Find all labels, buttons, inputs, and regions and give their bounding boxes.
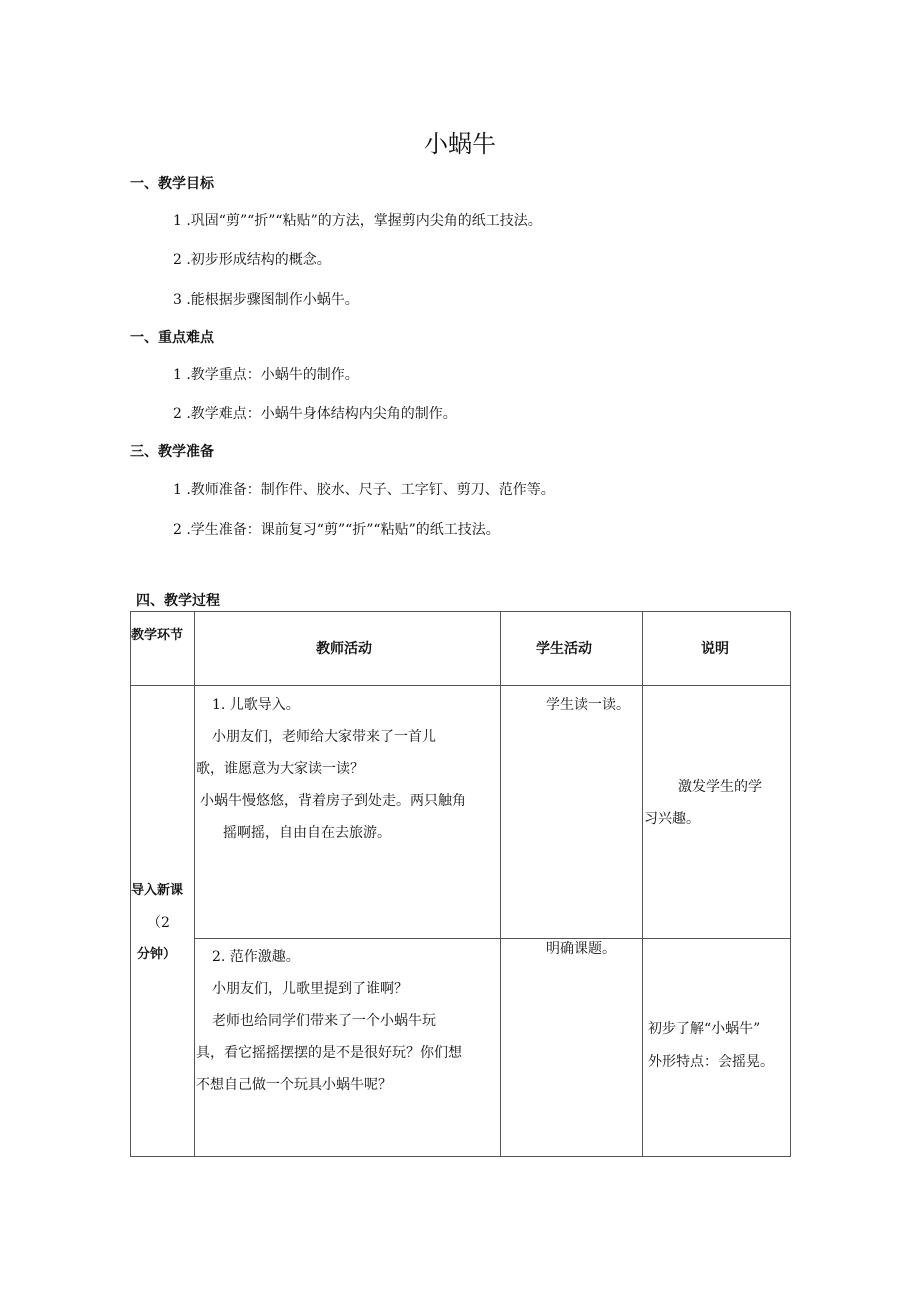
teacher-activity-line: 歌，谁愿意为大家读一读？: [196, 761, 364, 777]
note-line: 习兴趣。: [644, 811, 700, 827]
teacher-activity-line: 小蜗牛慢悠悠，背着房子到处走。两只触角: [200, 793, 466, 809]
document-title: 小蜗牛: [424, 130, 496, 158]
list-item: 2 .教学难点：小蜗牛身体结构内尖角的制作。: [173, 406, 457, 422]
teacher-activity-line: 2. 范作激趣。: [212, 949, 300, 965]
section-heading: 四、教学过程: [136, 593, 220, 609]
note-line: 外形特点：会摇晃。: [648, 1054, 774, 1070]
stage-label: 分钟）: [137, 947, 177, 962]
column-header: 教学环节: [131, 628, 184, 643]
list-item: 1 .教师准备：制作件、胶水、尺子、工字钉、剪刀、范作等。: [173, 482, 555, 498]
column-header: 说明: [701, 641, 729, 657]
list-item: 2 .学生准备：课前复习“剪”“折”“粘贴”的纸工技法。: [173, 522, 500, 538]
section-heading: 一、教学目标: [130, 176, 214, 192]
teacher-activity-line: 摇啊摇，自由自在去旅游。: [223, 825, 391, 841]
list-item: 1 .教学重点：小蜗牛的制作。: [173, 367, 359, 383]
note-line: 初步了解“小蜗牛”: [648, 1021, 761, 1037]
section-heading: 三、教学准备: [130, 444, 214, 460]
stage-label: （2: [147, 915, 170, 931]
column-header: 学生活动: [536, 641, 592, 657]
column-header: 教师活动: [316, 641, 372, 657]
note-line: 激发学生的学: [678, 779, 762, 795]
stage-label: 导入新课: [131, 883, 184, 898]
teacher-activity-line: 1. 儿歌导入。: [212, 697, 300, 713]
teacher-activity-line: 不想自己做一个玩具小蜗牛呢？: [196, 1077, 392, 1093]
section-heading: 一、重点难点: [130, 330, 214, 346]
teacher-activity-line: 老师也给同学们带来了一个小蜗牛玩: [212, 1013, 436, 1029]
teacher-activity-line: 具，看它摇摇摆摆的是不是很好玩？你们想: [196, 1045, 462, 1061]
list-item: 3 .能根据步骤图制作小蜗牛。: [173, 292, 359, 308]
teacher-activity-line: 小朋友们，老师给大家带来了一首儿: [212, 729, 436, 745]
list-item: 2 .初步形成结构的概念。: [173, 252, 331, 268]
student-activity: 学生读一读。: [546, 697, 630, 713]
student-activity: 明确课题。: [546, 941, 616, 957]
list-item: 1 .巩固“剪”“折”“粘贴”的方法，掌握剪内尖角的纸工技法。: [173, 213, 542, 229]
teacher-activity-line: 小朋友们，儿歌里提到了谁啊？: [212, 981, 408, 997]
